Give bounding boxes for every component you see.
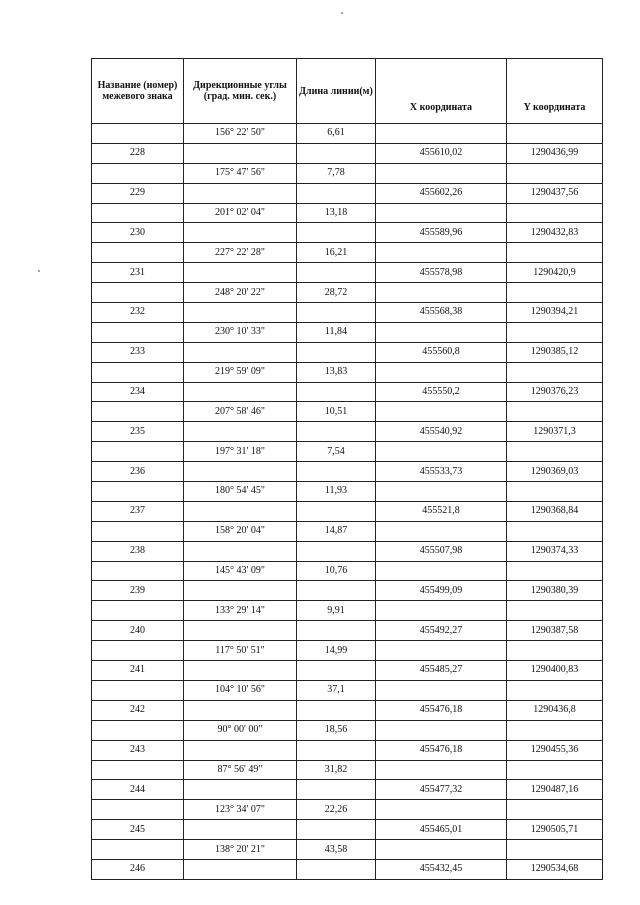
x-coordinate: 455465,01 [376, 820, 507, 840]
empty-cell [376, 482, 507, 502]
direction-angle: 145° 43' 09" [184, 561, 297, 581]
line-length: 14,87 [297, 521, 376, 541]
empty-cell [92, 521, 184, 541]
segment-row [92, 641, 603, 661]
line-length: 14,99 [297, 641, 376, 661]
point-number: 228 [92, 143, 184, 163]
scan-speck [38, 270, 40, 272]
empty-cell [507, 561, 603, 581]
segment-row [92, 442, 603, 462]
empty-cell [507, 840, 603, 860]
x-coordinate: 455560,8 [376, 342, 507, 362]
y-coordinate: 1290369,03 [507, 462, 603, 482]
line-length: 18,56 [297, 720, 376, 740]
point-row [92, 223, 603, 243]
empty-cell [297, 303, 376, 323]
y-coordinate: 1290436,8 [507, 700, 603, 720]
header-row [92, 59, 603, 124]
empty-cell [507, 362, 603, 382]
direction-angle: 227° 22' 28" [184, 243, 297, 263]
segment-row [92, 402, 603, 422]
table-body [92, 124, 603, 880]
x-coordinate: 455540,92 [376, 422, 507, 442]
point-number: 243 [92, 740, 184, 760]
empty-cell [92, 243, 184, 263]
empty-cell [92, 163, 184, 183]
empty-cell [184, 422, 297, 442]
empty-cell [297, 462, 376, 482]
line-length: 10,51 [297, 402, 376, 422]
y-coordinate: 1290432,83 [507, 223, 603, 243]
empty-cell [184, 859, 297, 879]
empty-cell [92, 601, 184, 621]
x-coordinate: 455578,98 [376, 263, 507, 283]
point-number: 233 [92, 342, 184, 362]
empty-cell [184, 621, 297, 641]
line-length: 7,78 [297, 163, 376, 183]
table-header [92, 59, 603, 124]
empty-cell [376, 641, 507, 661]
empty-cell [184, 183, 297, 203]
empty-cell [507, 680, 603, 700]
point-row [92, 342, 603, 362]
point-row [92, 143, 603, 163]
point-number: 237 [92, 501, 184, 521]
empty-cell [184, 700, 297, 720]
y-coordinate: 1290380,39 [507, 581, 603, 601]
empty-cell [507, 601, 603, 621]
x-coordinate: 455533,73 [376, 462, 507, 482]
empty-cell [376, 322, 507, 342]
direction-angle: 138° 20' 21" [184, 840, 297, 860]
y-coordinate: 1290436,99 [507, 143, 603, 163]
segment-row [92, 760, 603, 780]
empty-cell [507, 203, 603, 223]
empty-cell [92, 442, 184, 462]
direction-angle: 197° 31' 18" [184, 442, 297, 462]
point-row [92, 859, 603, 879]
empty-cell [297, 183, 376, 203]
empty-cell [184, 820, 297, 840]
empty-cell [507, 402, 603, 422]
point-row [92, 621, 603, 641]
line-length: 28,72 [297, 283, 376, 303]
point-number: 229 [92, 183, 184, 203]
empty-cell [184, 501, 297, 521]
line-length: 11,93 [297, 482, 376, 502]
empty-cell [184, 541, 297, 561]
empty-cell [297, 780, 376, 800]
empty-cell [376, 760, 507, 780]
empty-cell [297, 501, 376, 521]
line-length: 13,83 [297, 362, 376, 382]
direction-angle: 133° 29' 14" [184, 601, 297, 621]
empty-cell [297, 820, 376, 840]
empty-cell [507, 521, 603, 541]
empty-cell [184, 143, 297, 163]
empty-cell [376, 521, 507, 541]
empty-cell [184, 581, 297, 601]
empty-cell [92, 680, 184, 700]
point-number: 241 [92, 661, 184, 681]
empty-cell [92, 760, 184, 780]
empty-cell [184, 661, 297, 681]
y-coordinate: 1290368,84 [507, 501, 603, 521]
point-row [92, 422, 603, 442]
empty-cell [184, 342, 297, 362]
empty-cell [376, 124, 507, 144]
x-coordinate: 455499,09 [376, 581, 507, 601]
point-number: 231 [92, 263, 184, 283]
empty-cell [297, 541, 376, 561]
empty-cell [297, 143, 376, 163]
empty-cell [184, 382, 297, 402]
empty-cell [376, 840, 507, 860]
empty-cell [507, 283, 603, 303]
point-number: 236 [92, 462, 184, 482]
point-number: 244 [92, 780, 184, 800]
line-length: 9,91 [297, 601, 376, 621]
empty-cell [376, 283, 507, 303]
empty-cell [507, 720, 603, 740]
empty-cell [507, 124, 603, 144]
empty-cell [507, 641, 603, 661]
direction-angle: 230° 10' 33" [184, 322, 297, 342]
x-coordinate: 455476,18 [376, 700, 507, 720]
line-length: 11,84 [297, 322, 376, 342]
y-coordinate: 1290505,71 [507, 820, 603, 840]
segment-row [92, 362, 603, 382]
empty-cell [376, 720, 507, 740]
direction-angle: 180° 54' 45" [184, 482, 297, 502]
line-length: 22,26 [297, 800, 376, 820]
direction-angle: 201° 02' 04" [184, 203, 297, 223]
empty-cell [376, 362, 507, 382]
y-coordinate: 1290374,33 [507, 541, 603, 561]
direction-angle: 207° 58' 46" [184, 402, 297, 422]
point-row [92, 780, 603, 800]
x-coordinate: 455550,2 [376, 382, 507, 402]
header-y: Y координата [507, 59, 603, 124]
point-row [92, 183, 603, 203]
point-row [92, 581, 603, 601]
empty-cell [184, 740, 297, 760]
point-row [92, 501, 603, 521]
empty-cell [184, 780, 297, 800]
empty-cell [184, 223, 297, 243]
point-row [92, 382, 603, 402]
x-coordinate: 455568,38 [376, 303, 507, 323]
empty-cell [376, 203, 507, 223]
y-coordinate: 1290376,23 [507, 382, 603, 402]
point-row [92, 740, 603, 760]
x-coordinate: 455476,18 [376, 740, 507, 760]
empty-cell [376, 442, 507, 462]
line-length: 31,82 [297, 760, 376, 780]
x-coordinate: 455432,45 [376, 859, 507, 879]
empty-cell [297, 422, 376, 442]
point-number: 238 [92, 541, 184, 561]
empty-cell [92, 283, 184, 303]
y-coordinate: 1290487,16 [507, 780, 603, 800]
point-number: 235 [92, 422, 184, 442]
boundary-coordinates-table [91, 58, 603, 880]
segment-row [92, 680, 603, 700]
point-row [92, 661, 603, 681]
line-length: 10,76 [297, 561, 376, 581]
empty-cell [507, 482, 603, 502]
direction-angle: 123° 34' 07" [184, 800, 297, 820]
empty-cell [376, 243, 507, 263]
line-length: 6,61 [297, 124, 376, 144]
empty-cell [376, 402, 507, 422]
segment-row [92, 124, 603, 144]
direction-angle: 117° 50' 51" [184, 641, 297, 661]
direction-angle: 87° 56' 49" [184, 760, 297, 780]
empty-cell [507, 760, 603, 780]
line-length: 7,54 [297, 442, 376, 462]
empty-cell [184, 462, 297, 482]
y-coordinate: 1290420,9 [507, 263, 603, 283]
direction-angle: 104° 10' 56" [184, 680, 297, 700]
segment-row [92, 521, 603, 541]
segment-row [92, 561, 603, 581]
empty-cell [92, 720, 184, 740]
y-coordinate: 1290455,36 [507, 740, 603, 760]
empty-cell [92, 124, 184, 144]
empty-cell [297, 382, 376, 402]
direction-angle: 158° 20' 04" [184, 521, 297, 541]
x-coordinate: 455610,02 [376, 143, 507, 163]
direction-angle: 156° 22' 50" [184, 124, 297, 144]
empty-cell [507, 322, 603, 342]
empty-cell [92, 322, 184, 342]
empty-cell [376, 561, 507, 581]
y-coordinate: 1290371,3 [507, 422, 603, 442]
empty-cell [92, 840, 184, 860]
header-x: X координата [376, 59, 507, 124]
point-row [92, 820, 603, 840]
y-coordinate: 1290534,68 [507, 859, 603, 879]
x-coordinate: 455589,96 [376, 223, 507, 243]
point-number: 239 [92, 581, 184, 601]
empty-cell [92, 402, 184, 422]
point-number: 245 [92, 820, 184, 840]
empty-cell [92, 482, 184, 502]
empty-cell [297, 581, 376, 601]
x-coordinate: 455521,8 [376, 501, 507, 521]
point-number: 240 [92, 621, 184, 641]
segment-row [92, 800, 603, 820]
point-row [92, 462, 603, 482]
empty-cell [92, 203, 184, 223]
point-number: 234 [92, 382, 184, 402]
y-coordinate: 1290385,12 [507, 342, 603, 362]
point-number: 246 [92, 859, 184, 879]
empty-cell [92, 800, 184, 820]
direction-angle: 219° 59' 09" [184, 362, 297, 382]
segment-row [92, 203, 603, 223]
segment-row [92, 840, 603, 860]
empty-cell [297, 700, 376, 720]
point-number: 242 [92, 700, 184, 720]
segment-row [92, 243, 603, 263]
empty-cell [92, 561, 184, 581]
empty-cell [376, 601, 507, 621]
point-row [92, 263, 603, 283]
y-coordinate: 1290394,21 [507, 303, 603, 323]
header-angles: Дирекционные углы (град. мин. сек.) [184, 59, 297, 124]
line-length: 13,18 [297, 203, 376, 223]
x-coordinate: 455602,26 [376, 183, 507, 203]
empty-cell [507, 442, 603, 462]
empty-cell [184, 303, 297, 323]
scan-speck [341, 12, 343, 14]
empty-cell [376, 800, 507, 820]
empty-cell [92, 641, 184, 661]
y-coordinate: 1290437,56 [507, 183, 603, 203]
point-number: 230 [92, 223, 184, 243]
point-number: 232 [92, 303, 184, 323]
header-length: Длина линии(м) [297, 59, 376, 124]
empty-cell [297, 223, 376, 243]
empty-cell [297, 859, 376, 879]
empty-cell [507, 800, 603, 820]
line-length: 16,21 [297, 243, 376, 263]
empty-cell [297, 661, 376, 681]
segment-row [92, 601, 603, 621]
direction-angle: 175° 47' 56" [184, 163, 297, 183]
segment-row [92, 283, 603, 303]
x-coordinate: 455477,32 [376, 780, 507, 800]
y-coordinate: 1290387,58 [507, 621, 603, 641]
empty-cell [184, 263, 297, 283]
line-length: 37,1 [297, 680, 376, 700]
x-coordinate: 455485,27 [376, 661, 507, 681]
empty-cell [376, 163, 507, 183]
empty-cell [92, 362, 184, 382]
direction-angle: 248° 20' 22" [184, 283, 297, 303]
empty-cell [507, 163, 603, 183]
x-coordinate: 455507,98 [376, 541, 507, 561]
line-length: 43,58 [297, 840, 376, 860]
empty-cell [297, 342, 376, 362]
segment-row [92, 163, 603, 183]
direction-angle: 90° 00' 00" [184, 720, 297, 740]
empty-cell [376, 680, 507, 700]
empty-cell [297, 621, 376, 641]
point-row [92, 700, 603, 720]
segment-row [92, 720, 603, 740]
empty-cell [507, 243, 603, 263]
point-row [92, 303, 603, 323]
header-name: Название (номер) межевого знака [92, 59, 184, 124]
point-row [92, 541, 603, 561]
segment-row [92, 322, 603, 342]
segment-row [92, 482, 603, 502]
empty-cell [297, 263, 376, 283]
empty-cell [297, 740, 376, 760]
x-coordinate: 455492,27 [376, 621, 507, 641]
y-coordinate: 1290400,83 [507, 661, 603, 681]
